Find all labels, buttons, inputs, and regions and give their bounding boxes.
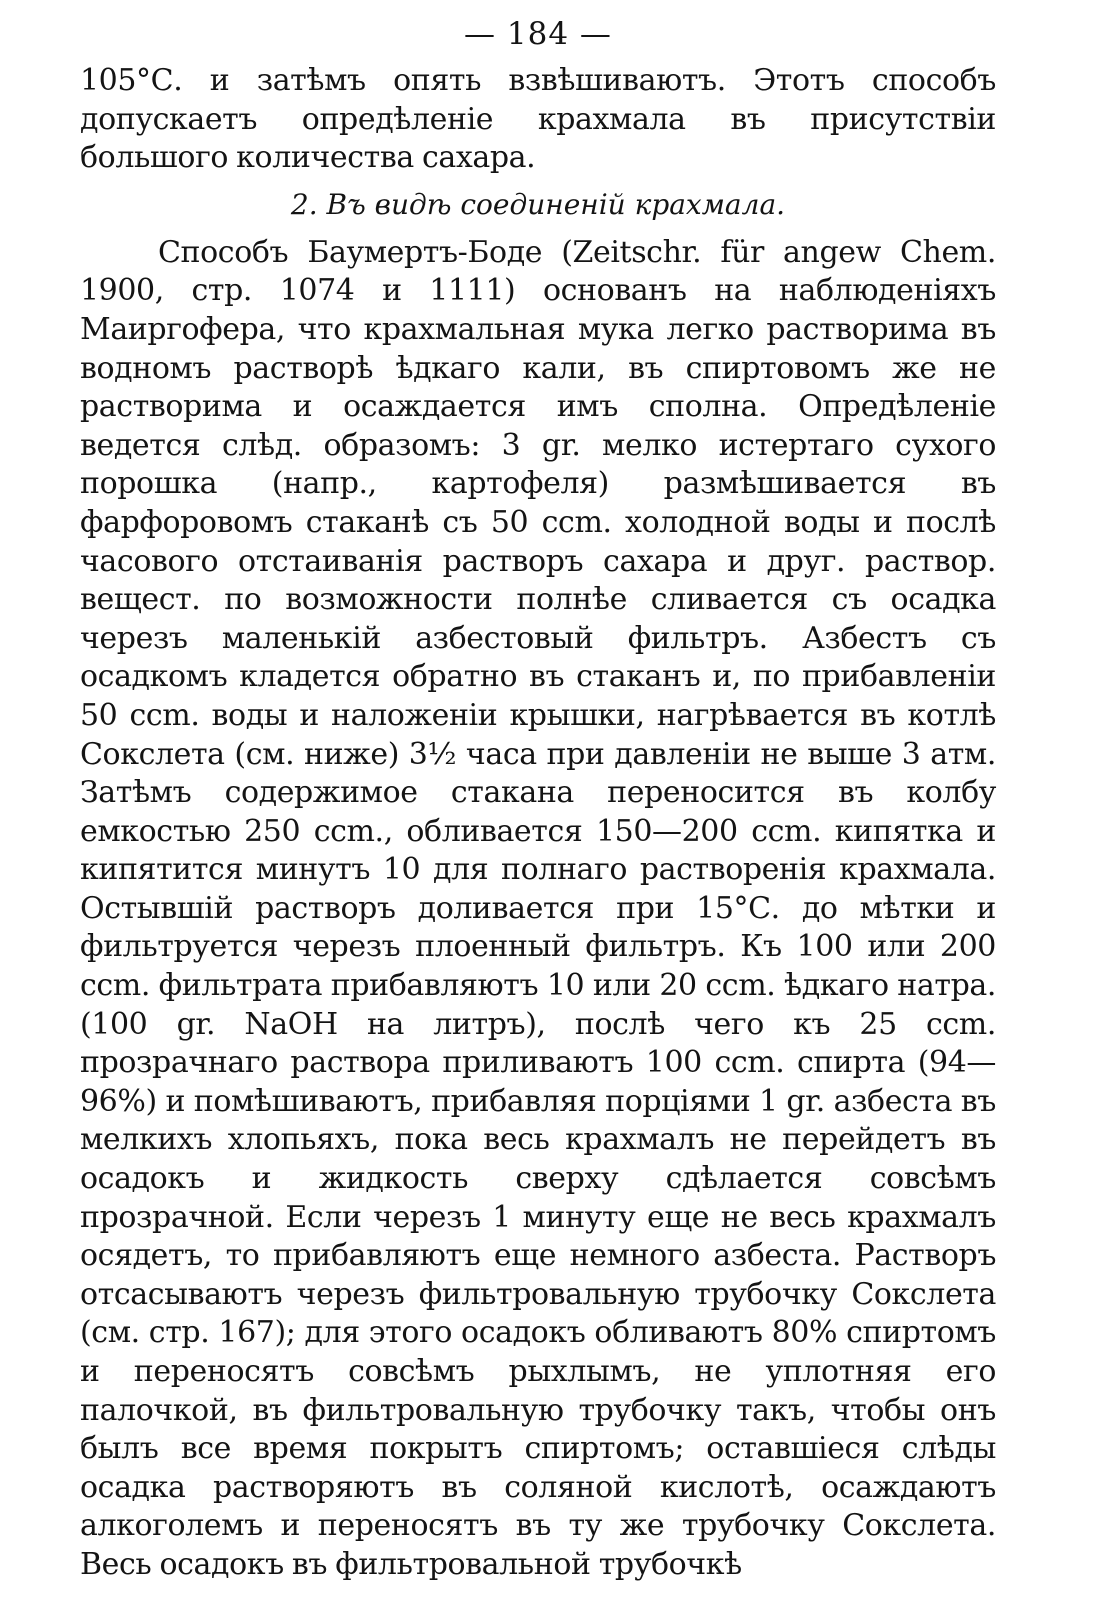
page bbox=[80, 14, 996, 1585]
page-number: — 184 — bbox=[464, 16, 612, 52]
section-subheading: 2. Въ видѣ соединенiй крахмала. bbox=[290, 187, 786, 221]
paragraph-continued: 105°С. и затѣмъ опять взвѣшиваютъ. Этотъ способъ допускаетъ опредѣленіе крахмала въ присутствіи большого количества сахара. bbox=[80, 63, 996, 176]
paragraph-method: Способъ Баумертъ-Боде (Zeitschr. für angew Chem. 1900, стр. 1074 и 1111) основанъ на наблюденіяхъ Маиргофера, что крахмальная мука легко растворима въ водномъ растворѣ ѣдкаго кали, въ спиртовомъ же не растворима и осаждается имъ сполна. Опредѣленіе ведется слѣд. образомъ: 3 gr. мелко истертаго сухого порошка (напр., картофеля) размѣшивается въ фарфоровомъ стаканѣ съ 50 ccm. холодной воды и послѣ часового отстаиванія растворъ сахара и друг. раствор. вещест. по возможности полнѣе сливается съ осадка черезъ маленькій азбестовый фильтръ. Азбестъ съ осадкомъ кладется обратно въ стаканъ и, по прибавленіи 50 ccm. воды и наложеніи крышки, нагрѣвается въ котлѣ Сокслета (см. ниже) 3½ часа при давленіи не выше 3 атм. Затѣмъ содержимое стакана переносится въ колбу емкостью 250 ccm., обливается 150—200 ccm. кипятка и кипятится минутъ 10 для полнаго растворенія крахмала. Остывшій растворъ доливается при 15°С. до мѣтки и фильтруется черезъ плоенный фильтръ. Къ 100 или 200 ccm. фильтрата прибавляютъ 10 или 20 ccm. ѣдкаго натра. (100 gr. NaOH на литръ), послѣ чего къ 25 ccm. прозрачнаго раствора приливаютъ 100 ccm. спирта (94—96%) и помѣшиваютъ, прибавляя порціями 1 gr. азбеста въ мелкихъ хлопьяхъ, пока весь крахмалъ не перейдетъ въ осадокъ и жидкость сверху сдѣлается совсѣмъ прозрачной. Если черезъ 1 минуту еще не весь крахмалъ осядетъ, то прибавляютъ еще немного азбеста. Растворъ отсасываютъ черезъ фильтровальную трубочку Сокслета (см. стр. 167); для этого осадокъ обливаютъ 80% спиртомъ и переносятъ совсѣмъ рыхлымъ, не уплотняя его палочкой, въ фильтровальную трубочку такъ, чтобы онъ былъ все время покрытъ спиртомъ; оставшіеся слѣды осадка растворяютъ въ соляной кислотѣ, осаждаютъ алкоголемъ и переносятъ въ ту же трубочку Сокслета. Весь осадокъ въ фильтровальной трубочкѣ bbox=[80, 234, 996, 1582]
